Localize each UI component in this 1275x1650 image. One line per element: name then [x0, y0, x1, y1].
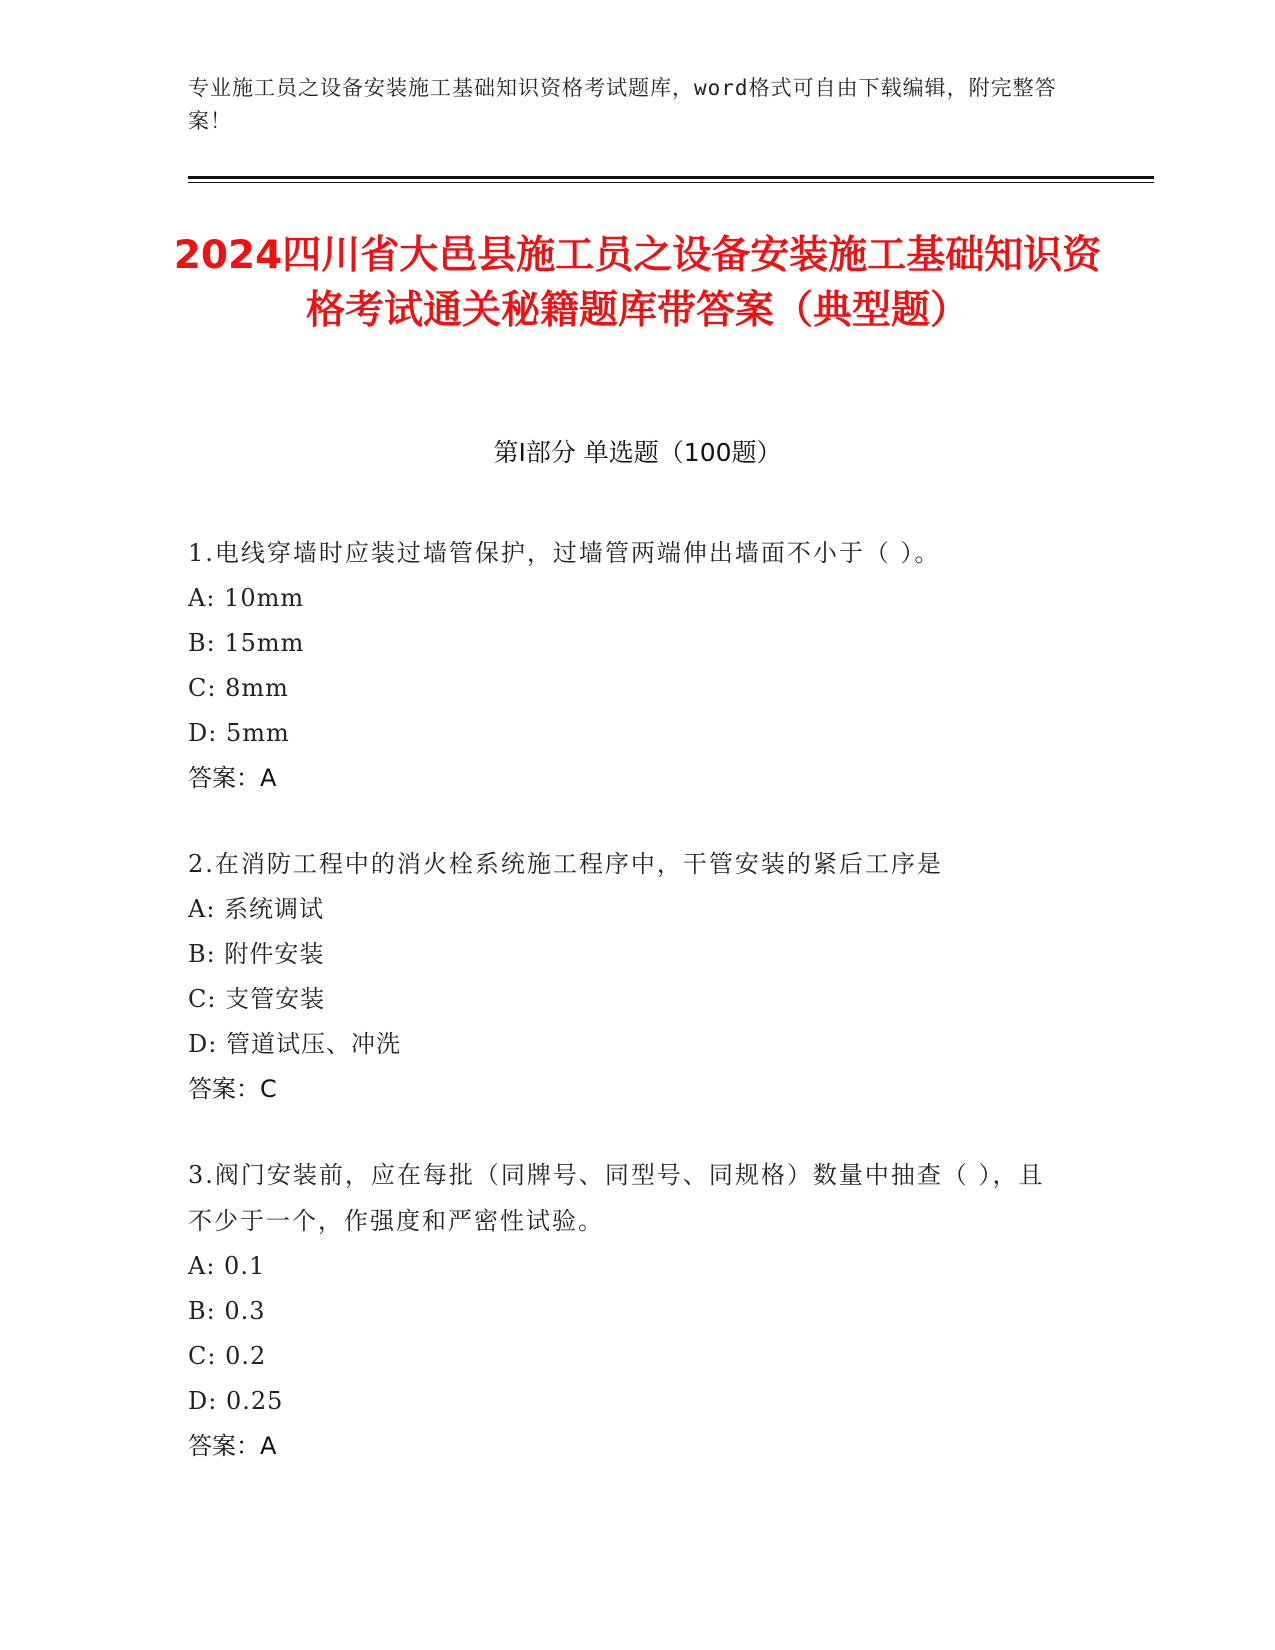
option-a: A: 0.1: [188, 1252, 266, 1280]
header-rule-thick: [188, 176, 1154, 179]
option-c: C: 8mm: [188, 674, 289, 702]
option-b: B: 附件安装: [188, 940, 325, 968]
question-text: 1.电线穿墙时应装过墙管保护，过墙管两端伸出墙面不小于（ ）。: [188, 539, 941, 567]
question-text: 2.在消防工程中的消火栓系统施工程序中，干管安装的紧后工序是: [188, 850, 943, 878]
header-note: 专业施工员之设备安装施工基础知识资格考试题库，word格式可自由下载编辑，附完整答案！: [188, 76, 1057, 133]
option-a: A: 系统调试: [188, 895, 325, 923]
question-1: [188, 530, 1068, 801]
option-d: D: 0.25: [188, 1387, 284, 1415]
answer-line: 答案：C: [188, 1075, 277, 1103]
question-2: [188, 841, 1068, 1112]
question-text: 3.阀门安装前，应在每批（同牌号、同型号、同规格）数量中抽查（ ），且不少于一个，作强度和严密性试验。: [188, 1161, 1045, 1235]
option-b: B: 0.3: [188, 1297, 266, 1325]
option-d: D: 5mm: [188, 719, 290, 747]
option-c: C: 支管安装: [188, 985, 326, 1013]
document-title: 2024四川省大邑县施工员之设备安装施工基础知识资格考试通关秘籍题库带答案（典型题）: [173, 233, 1102, 333]
question-3: [188, 1152, 1068, 1469]
question-list: [188, 530, 1068, 1509]
option-b: B: 15mm: [188, 629, 305, 657]
option-c: C: 0.2: [188, 1342, 267, 1370]
option-a: A: 10mm: [188, 584, 305, 612]
header-rule-thin: [188, 182, 1154, 183]
section-title: 第I部分 单选题（100题）: [493, 438, 782, 467]
answer-line: 答案：A: [188, 764, 277, 792]
option-d: D: 管道试压、冲洗: [188, 1030, 401, 1058]
answer-line: 答案：A: [188, 1432, 277, 1460]
